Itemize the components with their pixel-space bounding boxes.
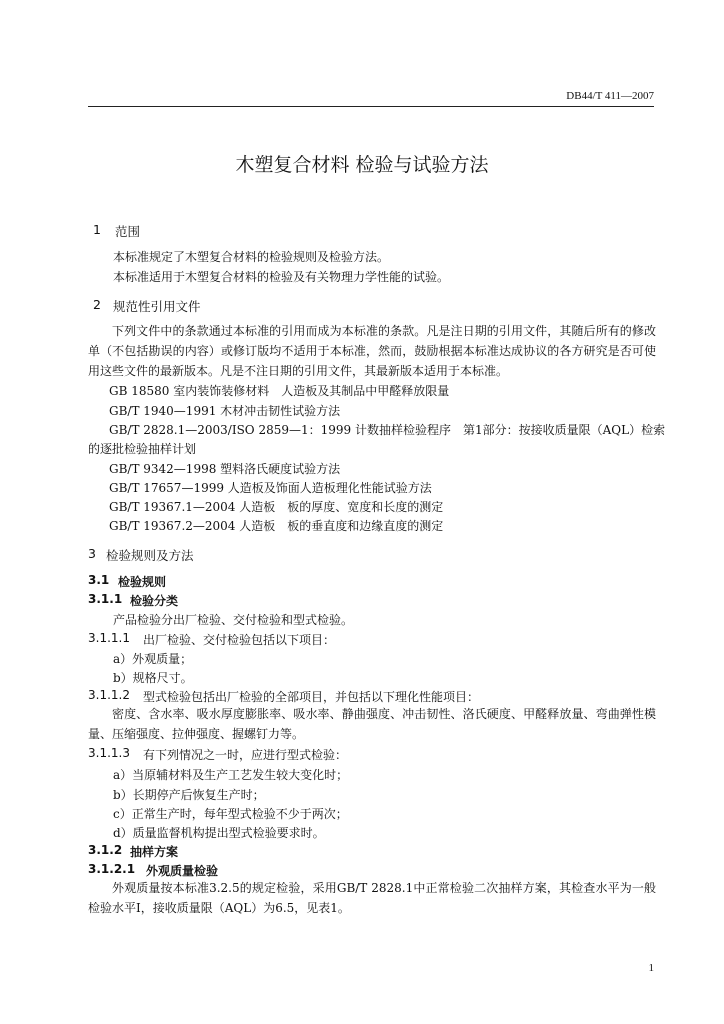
page-number: 1 [648, 962, 654, 974]
section-3-1-1-heading: 检验分类 [130, 594, 179, 608]
header-rule [88, 106, 654, 107]
list-item: a）外观质量； [113, 652, 193, 666]
reference-item: GB 18580 室内装饰装修材料 人造板及其制品中甲醛释放限量 [109, 384, 450, 398]
section-3-1-2-1-paragraph: 外观质量按本标准3.2.5的规定检验，采用GB/T 2828.1中正常检验二次抽样方案，其检查水平为一般检验水平Ⅰ，接收质量限（AQL）为6.5，见表1。 [88, 881, 656, 915]
section-3-1-1-1-text: 出厂检验、交付检验包括以下项目： [143, 633, 336, 647]
section-3-1-1-3-number: 3.1.1.3 [88, 746, 130, 760]
section-3-1-2-heading: 抽样方案 [130, 845, 179, 859]
section-3-1-1-3-text: 有下列情况之一时，应进行型式检验： [143, 748, 348, 762]
section-3-1-1-2-text: 型式检验包括出厂检验的全部项目，并包括以下理化性能项目： [143, 690, 480, 704]
list-item: c）正常生产时，每年型式检验不少于两次； [113, 807, 348, 821]
reference-item: GB/T 19367.1—2004 人造板 板的厚度、宽度和长度的测定 [109, 500, 444, 514]
section-3-1-number: 3.1 [88, 573, 110, 587]
section-3-1-1-number: 3.1.1 [88, 592, 123, 606]
section-2-intro: 下列文件中的条款通过本标准的引用而成为本标准的条款。凡是注日期的引用文件，其随后所有的修改单（不包括勘误的内容）或修订版均不适用于本标准，然而，鼓励根据本标准达成协议的各方研究是否可使用这些文件的最新版本。凡是不注日期的引用文件，其最新版本适用于本标准。 [88, 324, 656, 378]
section-3-number: 3 [88, 546, 96, 561]
section-3-1-1-1-number: 3.1.1.1 [88, 631, 130, 645]
section-3-heading: 检验规则及方法 [106, 548, 194, 563]
section-2-heading: 规范性引用文件 [113, 299, 201, 314]
section-1-line-1: 本标准规定了木塑复合材料的检验规则及检验方法。 [113, 250, 390, 264]
reference-item: GB/T 9342—1998 塑料洛氏硬度试验方法 [109, 462, 341, 476]
list-item: b）规格尺寸。 [113, 671, 193, 685]
section-3-1-heading: 检验规则 [118, 575, 167, 589]
section-3-1-1-2-paragraph: 密度、含水率、吸水厚度膨胀率、吸水率、静曲强度、冲击韧性、洛氏硬度、甲醛释放量、弯曲弹性模量、压缩强度、拉伸强度、握螺钉力等。 [88, 707, 656, 741]
document-code: DB44/T 411—2007 [566, 90, 654, 102]
list-item: b）长期停产后恢复生产时； [113, 788, 265, 802]
list-item: d）质量监督机构提出型式检验要求时。 [113, 826, 325, 840]
section-3-1-2-number: 3.1.2 [88, 843, 123, 857]
reference-item: GB/T 19367.2—2004 人造板 板的垂直度和边缘直度的测定 [109, 519, 444, 533]
document-title: 木塑复合材料 检验与试验方法 [235, 154, 489, 176]
section-1-number: 1 [93, 222, 101, 237]
section-3-1-2-1-heading: 外观质量检验 [146, 864, 219, 878]
section-1-line-2: 本标准适用于木塑复合材料的检验及有关物理力学性能的试验。 [113, 270, 450, 284]
section-3-1-1-2-number: 3.1.1.2 [88, 688, 130, 702]
reference-item: GB/T 2828.1—2003/ISO 2859—1：1999 计数抽样检验程序 第1部分：按接收质量限（AQL）检索 [109, 423, 666, 437]
section-2-number: 2 [93, 297, 101, 312]
section-1-heading: 范围 [115, 224, 141, 239]
reference-item: GB/T 17657—1999 人造板及饰面人造板理化性能试验方法 [109, 481, 432, 495]
reference-item-continuation: 的逐批检验抽样计划 [88, 442, 197, 456]
list-item: a）当原辅材料及生产工艺发生较大变化时； [113, 768, 349, 782]
section-3-1-1-text: 产品检验分出厂检验、交付检验和型式检验。 [113, 613, 354, 627]
reference-item: GB/T 1940—1991 木材冲击韧性试验方法 [109, 404, 341, 418]
section-3-1-2-1-number: 3.1.2.1 [88, 862, 136, 876]
